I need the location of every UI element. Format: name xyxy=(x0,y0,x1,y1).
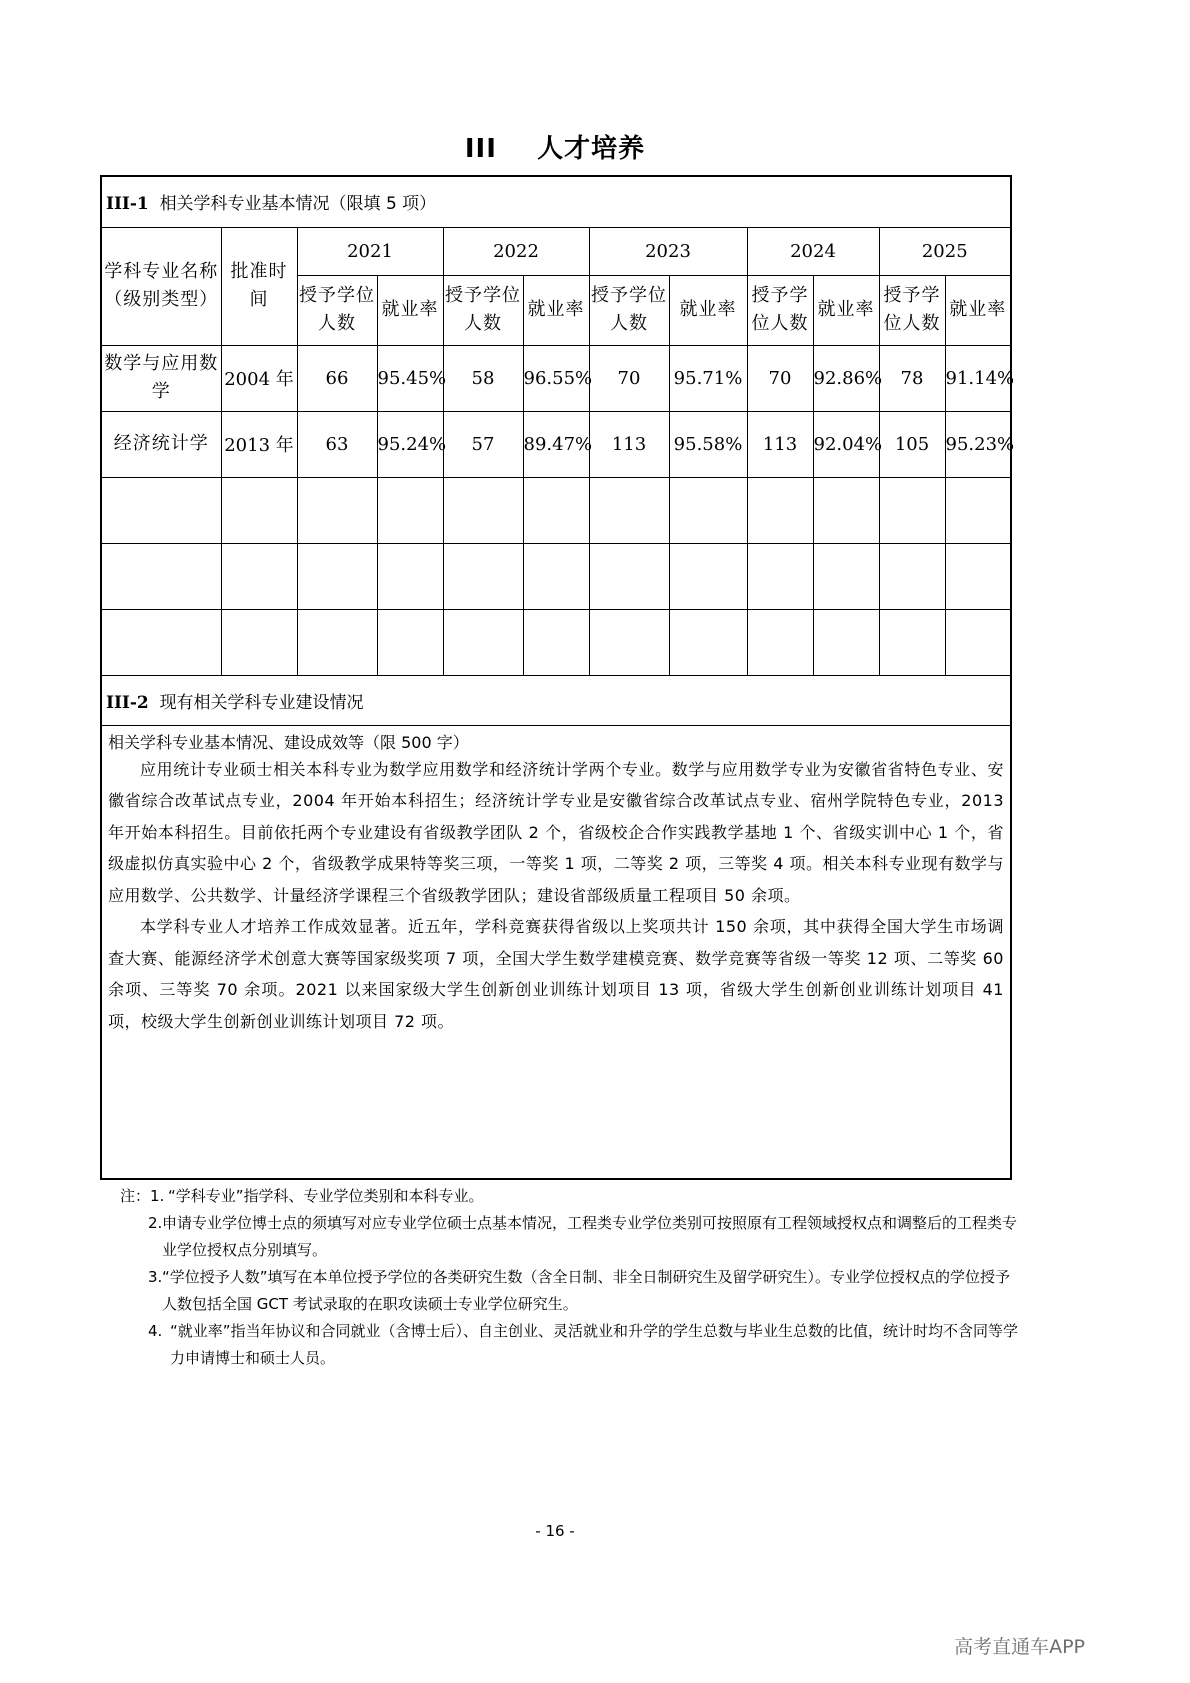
section2-code: III-2 xyxy=(106,692,149,713)
section2-content xyxy=(101,725,1011,1179)
section1-code: III-1 xyxy=(106,194,149,215)
empty-row xyxy=(101,543,1011,609)
cell-degree-count: 57 xyxy=(443,411,523,477)
empty-row xyxy=(101,477,1011,543)
section1-title: 相关学科专业基本情况（限填 5 项） xyxy=(159,194,437,215)
note-item xyxy=(120,1210,1020,1264)
section2-paragraph: 应用统计专业硕士相关本科专业为数学应用数学和经济统计学两个专业。数学与应用数学专业为安徽省省特色专业、安徽省综合改革试点专业，2004 年开始本科招生；经济统计学专业是安徽省综合改革试点专业、宿州学院特色专业，2013 年开始本科招生。目前依托两个专业建设有省级教学团队 2 个，省级校企合作实践教学基地 1 个、省级实训中心 1 个，省级虚拟仿真实验中心 2 个，省级教学成果特等奖三项，一等奖 1 项，二等奖 2 项，三等奖 4 项。相关本科专业现有数学与应用数学、公共数学、计量经济学课程三个省级教学团队；建设省部级质量工程项目 50 余项。 xyxy=(108,759,1004,905)
header-degree-count: 授予学位人数 xyxy=(747,275,813,345)
header-year-2025: 2025 xyxy=(879,227,1011,275)
page-title: III 人才培养 xyxy=(464,134,646,164)
section2-lead: 相关学科专业基本情况、建设成效等（限 500 字） xyxy=(108,732,469,752)
header-employment-rate: 就业率 xyxy=(945,275,1011,345)
cell-degree-count: 113 xyxy=(589,411,669,477)
header-approval-time: 批准时间 xyxy=(221,227,297,345)
cell-degree-count: 63 xyxy=(297,411,377,477)
cell-degree-count: 70 xyxy=(589,345,669,411)
row-approval-time: 2004 年 xyxy=(221,345,297,411)
row-subject-name: 经济统计学 xyxy=(101,411,221,477)
notes xyxy=(120,1183,1020,1372)
section2-paragraph: 本学科专业人才培养工作成效显著。近五年，学科竞赛获得省级以上奖项共计 150 余项，其中获得全国大学生市场调查大赛、能源经济学术创意大赛等国家级奖项 7 项，全国大学生数学建模竞赛、数学竞赛等省级一等奖 12 项、二等奖 60 余项、三等奖 70 余项。2021 以来国家级大学生创新创业训练计划项目 13 项，省级大学生创新创业训练计划项目 41 项，校级大学生创新创业训练计划项目 72 项。 xyxy=(108,917,1004,1031)
cell-employment-rate: 91.14% xyxy=(945,345,1011,411)
cell-degree-count: 105 xyxy=(879,411,945,477)
note-label: 3. xyxy=(148,1268,163,1286)
cell-degree-count: 58 xyxy=(443,345,523,411)
header-degree-count: 授予学位人数 xyxy=(297,275,377,345)
note-text: “就业率”指当年协议和合同就业（含博士后）、自主创业、灵活就业和升学的学生总数与毕业生总数的比值，统计时均不含同等学力申请博士和硕士人员。 xyxy=(170,1322,1019,1367)
note-text: “学位授予人数”填写在本单位授予学位的各类研究生数（含全日制、非全日制研究生及留学研究生）。专业学位授权点的学位授予人数包括全国 GCT 考试录取的在职攻读硕士专业学位研究生。 xyxy=(162,1268,1011,1313)
cell-employment-rate: 95.23% xyxy=(945,411,1011,477)
note-label: 2. xyxy=(148,1214,163,1232)
empty-row xyxy=(101,609,1011,675)
cell-degree-count: 113 xyxy=(747,411,813,477)
cell-employment-rate: 89.47% xyxy=(523,411,589,477)
note-text: “学科专业”指学科、专业学位类别和本科专业。 xyxy=(168,1187,484,1205)
header-year-2022: 2022 xyxy=(443,227,589,275)
header-degree-count: 授予学位人数 xyxy=(589,275,669,345)
header-degree-count: 授予学位人数 xyxy=(443,275,523,345)
note-label: 4. xyxy=(148,1322,163,1340)
header-employment-rate: 就业率 xyxy=(669,275,747,345)
header-year-2021: 2021 xyxy=(297,227,443,275)
cell-employment-rate: 95.71% xyxy=(669,345,747,411)
page-number: - 16 - xyxy=(535,1522,575,1540)
cell-degree-count: 70 xyxy=(747,345,813,411)
note-label: 1. xyxy=(150,1187,165,1205)
table-row xyxy=(101,411,1011,477)
header-employment-rate: 就业率 xyxy=(377,275,443,345)
section2-heading xyxy=(101,675,1011,725)
section2-title: 现有相关学科专业建设情况 xyxy=(159,692,364,713)
header-employment-rate: 就业率 xyxy=(813,275,879,345)
cell-employment-rate: 95.58% xyxy=(669,411,747,477)
header-degree-count: 授予学位人数 xyxy=(879,275,945,345)
cell-degree-count: 66 xyxy=(297,345,377,411)
note-item xyxy=(120,1318,1020,1372)
header-employment-rate: 就业率 xyxy=(523,275,589,345)
cell-degree-count: 78 xyxy=(879,345,945,411)
cell-employment-rate: 96.55% xyxy=(523,345,589,411)
table-row xyxy=(101,345,1011,411)
cell-employment-rate: 95.45% xyxy=(377,345,443,411)
note-item xyxy=(120,1264,1020,1318)
header-year-2024: 2024 xyxy=(747,227,879,275)
talent-cultivation-table xyxy=(100,175,1015,1180)
note-text: 申请专业学位博士点的须填写对应专业学位硕士点基本情况，工程类专业学位类别可按照原有工程领域授权点和调整后的工程类专业学位授权点分别填写。 xyxy=(162,1214,1018,1259)
watermark: 高考直通车APP xyxy=(954,1636,1085,1658)
cell-employment-rate: 92.86% xyxy=(813,345,879,411)
note-item xyxy=(120,1183,1020,1210)
row-approval-time: 2013 年 xyxy=(221,411,297,477)
section1-heading xyxy=(101,176,1011,227)
cell-employment-rate: 95.24% xyxy=(377,411,443,477)
header-subject-name: 学科专业名称（级别类型） xyxy=(101,227,221,345)
header-year-2023: 2023 xyxy=(589,227,747,275)
row-subject-name: 数学与应用数学 xyxy=(101,345,221,411)
notes-prefix: 注： xyxy=(120,1187,151,1205)
cell-employment-rate: 92.04% xyxy=(813,411,879,477)
